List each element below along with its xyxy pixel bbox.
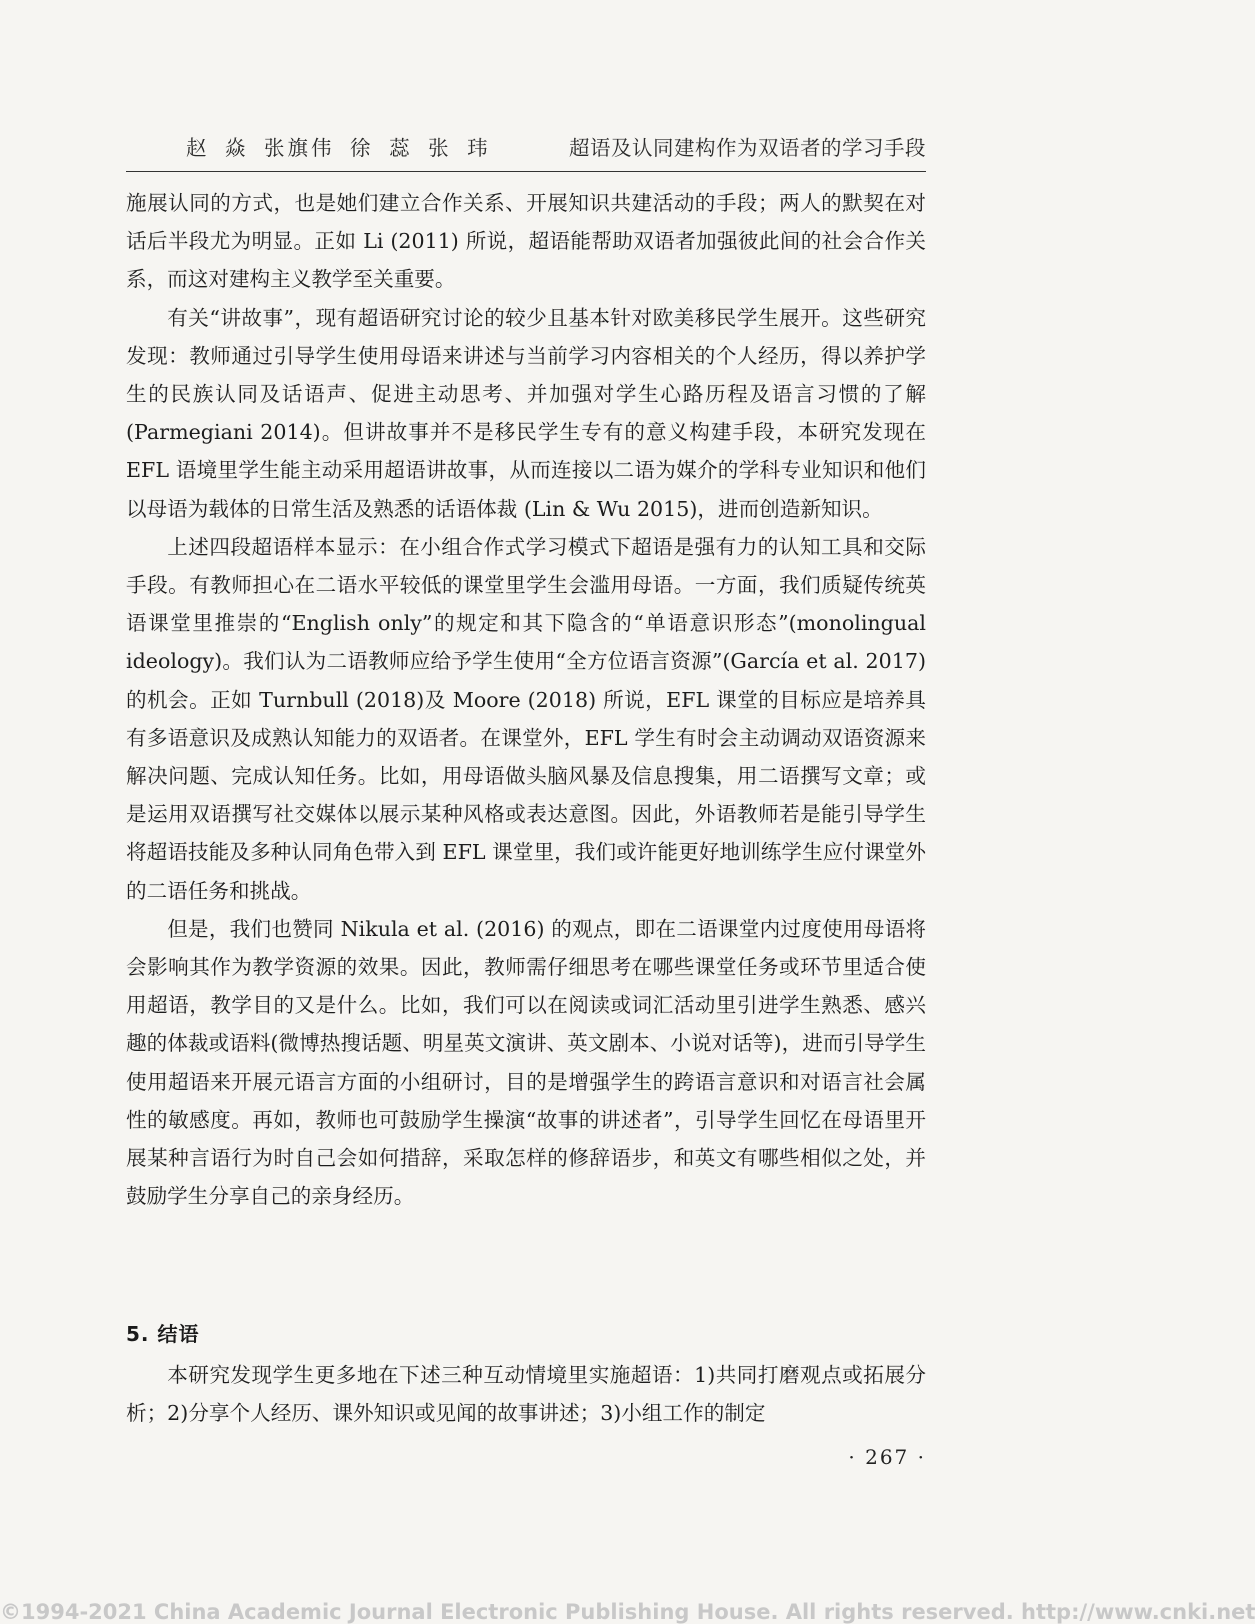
conclusion-paragraph: 本研究发现学生更多地在下述三种互动情境里实施超语：1)共同打磨观点或拓展分析；2)分享个人经历、课外知识或见闻的故事讲述；3)小组工作的制定 bbox=[126, 1363, 926, 1426]
paragraph-4: 但是，我们也赞同 Nikula et al. (2016) 的观点，即在二语课堂内过度使用母语将会影响其作为教学资源的效果。因此，教师需仔细思考在哪些课堂任务或环节里适合使用超语，教学目的又是什么。比如，我们可以在阅读或词汇活动里引进学生熟悉、感兴趣的体裁或语料(微博热搜话题、明星英文演讲、英文剧本、小说对话等)，进而引导学生使用超语来开展元语言方面的小组研讨，目的是增强学生的跨语言意识和对语言社会属性的敏感度。再如，教师也可鼓励学生操演“故事的讲述者”，引导学生回忆在母语里开展某种言语行为时自己会如何措辞，采取怎样的修辞语步，和英文有哪些相似之处，并鼓励学生分享自己的亲身经历。 bbox=[126, 916, 926, 1209]
paragraph-2: 有关“讲故事”，现有超语研究讨论的较少且基本针对欧美移民学生展开。这些研究发现：教师通过引导学生使用母语来讲述与当前学习内容相关的个人经历，得以养护学生的民族认同及话语声、促进主动思考、并加强对学生心路历程及语言习惯的了解 (Parmegiani 2014)。但讲故事并不是移民学生专有的意义构建手段，本研究发现在 EFL 语境里学生能主动采用超语讲故事，从而连接以二语为媒介的学科专业知识和他们以母语为载体的日常生活及熟悉的话语体裁 (Lin & Wu 2015)，进而创造新知识。 bbox=[126, 305, 926, 521]
paragraph-3: 上述四段超语样本显示：在小组合作式学习模式下超语是强有力的认知工具和交际手段。有教师担心在二语水平较低的课堂里学生会滥用母语。一方面，我们质疑传统英语课堂里推崇的“English only”的规定和其下隐含的“单语意识形态”(monolingual ideology)。我们认为二语教师应给予学生使用“全方位语言资源”(García et al. 2017) 的机会。正如 Turnbull (2018)及 Moore (2018) 所说，EFL 课堂的目标应是培养具有多语意识及成熟认知能力的双语者。在课堂外，EFL 学生有时会主动调动双语资源来解决问题、完成认知任务。比如，用母语做头脑风暴及信息搜集，用二语撰写文章；或是运用双语撰写社交媒体以展示某种风格或表达意图。因此，外语教师若是能引导学生将超语技能及多种认同角色带入到 EFL 课堂里，我们或许能更好地训练学生应付课堂外的二语任务和挑战。 bbox=[126, 534, 926, 903]
section-heading-conclusion: 5. 结语 bbox=[126, 1322, 200, 1346]
paragraph-1: 施展认同的方式，也是她们建立合作关系、开展知识共建活动的手段；两人的默契在对话后半段尤为明显。正如 Li (2011) 所说，超语能帮助双语者加强彼此间的社会合作关系，而这对建构主义教学至关重要。 bbox=[126, 191, 926, 292]
header-rule bbox=[126, 171, 926, 172]
header-authors: 赵 焱 张旗伟 徐 蕊 张 玮 bbox=[186, 136, 491, 160]
footer-watermark: ©1994-2021 China Academic Journal Electronic Publishing House. All rights reserved. http://www.cnki.net bbox=[0, 1600, 1255, 1624]
conclusion-text bbox=[126, 1356, 926, 1432]
page-number: · 267 · bbox=[848, 1445, 926, 1469]
body-text bbox=[126, 184, 926, 1215]
running-header bbox=[126, 131, 926, 161]
header-article-title: 超语及认同建构作为双语者的学习手段 bbox=[569, 136, 926, 160]
